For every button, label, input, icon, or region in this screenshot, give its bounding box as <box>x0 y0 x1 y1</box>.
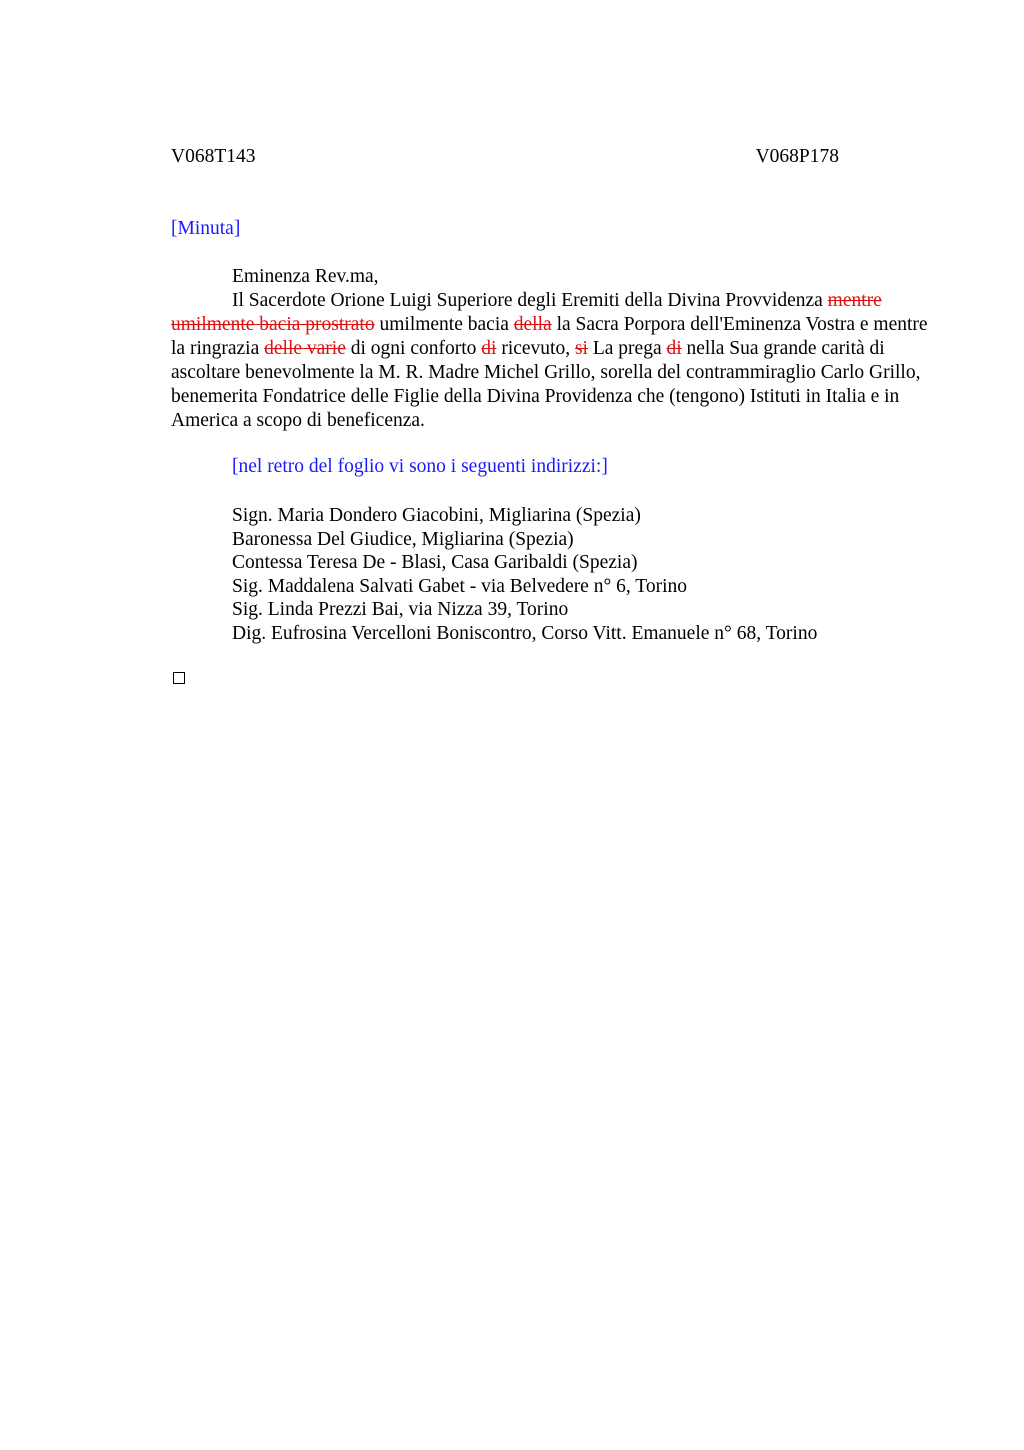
body-text: nella Sua grande carità di ascoltare benevolmente la M. R. Madre Michel Grillo, sorella del contrammiraglio Carlo Grillo, benemerita Fondatrice delle Figlie della Divina Providenza che (tengono) Istituti in Italia e in America a scopo di beneficenza. <box>171 338 921 431</box>
address-list <box>232 504 817 646</box>
end-square-icon <box>173 672 185 684</box>
deleted-text: di <box>666 338 682 359</box>
address-line: Dig. Eufrosina Vercelloni Boniscontro, Corso Vitt. Emanuele n° 68, Torino <box>232 622 818 644</box>
deleted-text: si <box>574 338 588 359</box>
volume-text-code: V068T143 <box>171 146 256 167</box>
body-text: ricevuto, <box>496 338 575 359</box>
body-text: di ogni conforto <box>345 338 482 359</box>
address-line: Baronessa Del Giudice, Migliarina (Spezia) <box>232 528 574 550</box>
address-line: Sign. Maria Dondero Giacobini, Migliarina (Spezia) <box>232 505 641 526</box>
address-line: Sig. Linda Prezzi Bai, via Nizza 39, Torino <box>232 599 569 621</box>
volume-page-code: V068P178 <box>755 146 839 167</box>
body-text: Il Sacerdote Orione Luigi Superiore degli Eremiti della Divina Provvidenza <box>232 290 828 311</box>
salutation: Eminenza Rev.ma, <box>232 266 379 287</box>
address-line: Sig. Maddalena Salvati Gabet - via Belvedere n° 6, Torino <box>232 575 687 597</box>
deleted-text: di <box>481 338 497 359</box>
deleted-text: della <box>513 314 552 335</box>
deleted-text: delle varie <box>264 338 346 359</box>
address-line: Contessa Teresa De - Blasi, Casa Garibaldi (Spezia) <box>232 552 638 574</box>
body-text: La prega <box>587 338 667 359</box>
document-codes <box>171 146 839 170</box>
body-text: umilmente bacia <box>374 314 514 335</box>
letter-body <box>171 289 931 433</box>
deleted-text: mentre umilmente bacia prostrato <box>171 290 882 335</box>
body-text: la Sacra Porpora dell'Eminenza Vostra e mentre la ringrazia <box>171 314 928 359</box>
minuta-note: [Minuta] <box>171 218 241 239</box>
retro-note: [nel retro del foglio vi sono i seguenti indirizzi:] <box>232 456 608 477</box>
